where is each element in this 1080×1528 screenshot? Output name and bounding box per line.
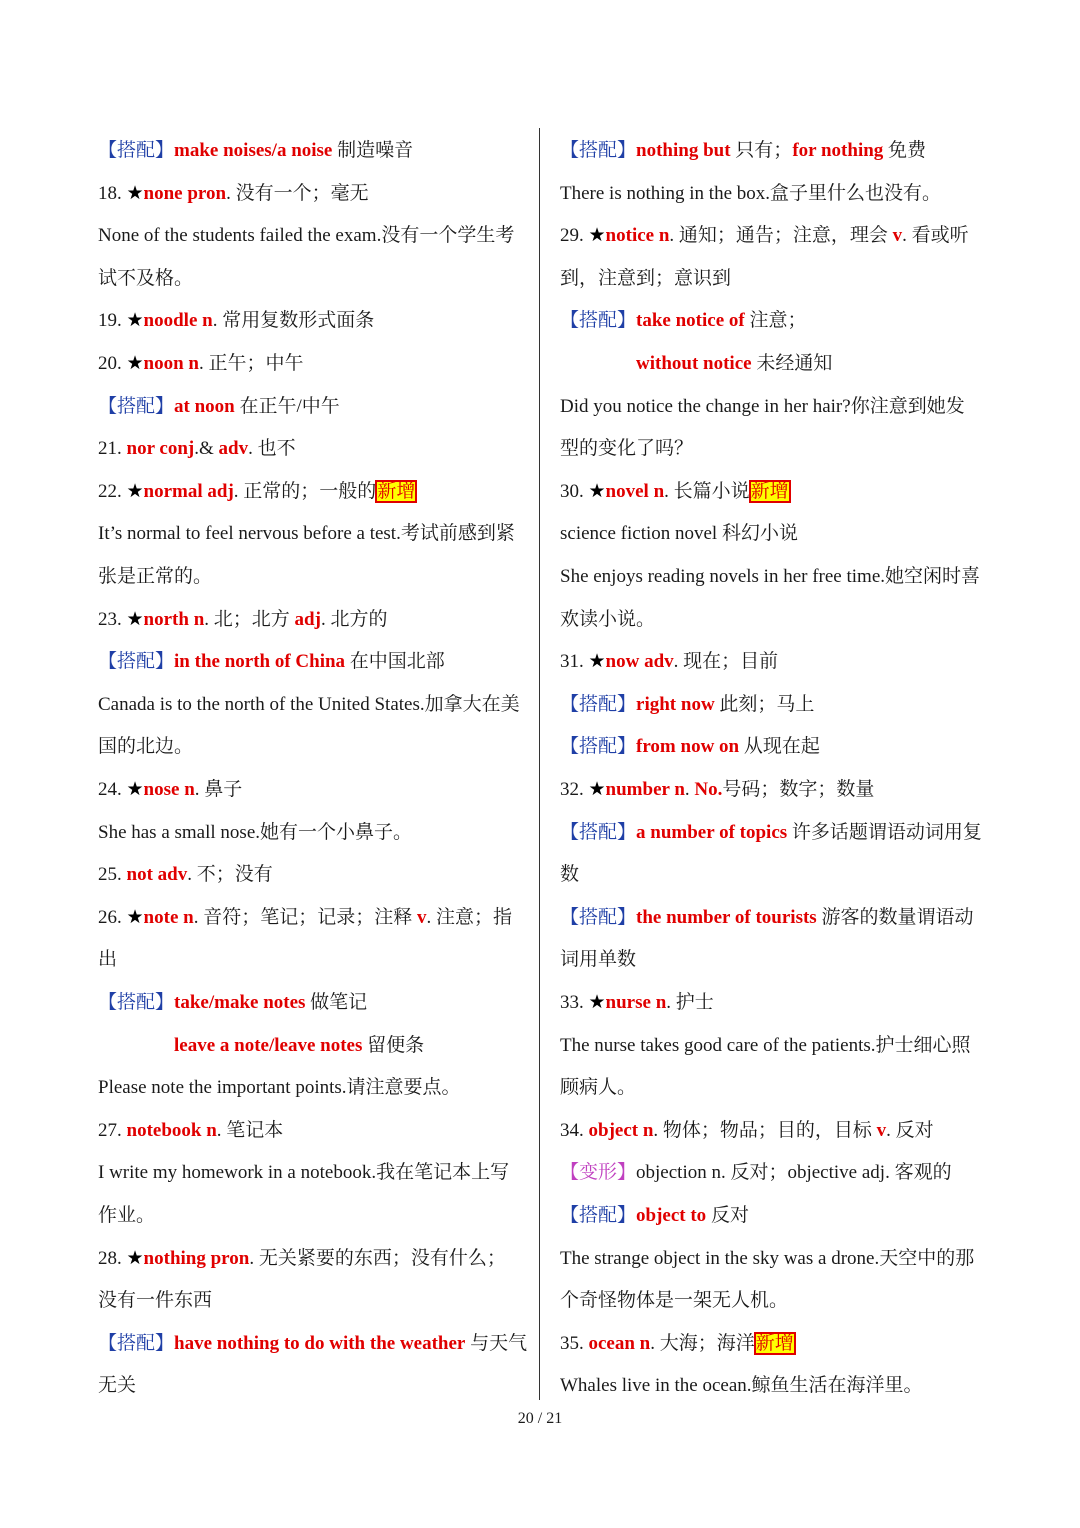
text-line <box>98 224 514 248</box>
keyword: a number of topics <box>636 821 788 843</box>
star-icon: ★ <box>126 182 144 204</box>
text-segment: 个奇怪物体是一架无人机。 <box>560 1290 789 1312</box>
keyword: nose n <box>143 779 195 800</box>
text-segment: 试不及格。 <box>98 267 194 289</box>
text-line <box>98 1332 527 1356</box>
text-segment: 28. <box>98 1247 127 1269</box>
text-segment: 号码；数字；数量 <box>722 779 875 800</box>
keyword: object n <box>588 1119 654 1141</box>
star-icon: ★ <box>126 906 144 928</box>
text-segment: 26. <box>98 906 127 928</box>
text-segment: 从现在起 <box>739 736 820 758</box>
text-segment: 33. <box>560 992 589 1013</box>
keyword: nothing but <box>636 140 731 161</box>
text-line <box>560 735 820 759</box>
text-line <box>98 1289 212 1313</box>
keyword: v <box>892 225 903 247</box>
text-segment: There is nothing in the box.盒子里什么也没有。 <box>560 182 942 204</box>
text-segment: 此刻；马上 <box>714 693 815 715</box>
text-line <box>560 778 874 802</box>
text-segment: . 北；北方 <box>204 608 295 630</box>
keyword: nothing pron <box>143 1247 250 1269</box>
keyword: note n <box>143 906 194 928</box>
category-tag: 【搭配】 <box>98 651 175 673</box>
text-segment: 34. <box>560 1119 589 1141</box>
text-segment: The nurse takes good care of the patients.护士细心照 <box>560 1034 971 1056</box>
text-segment: .& <box>194 438 219 460</box>
keyword: at noon <box>174 395 235 417</box>
text-segment: . 看或听 <box>902 225 969 247</box>
text-segment: . 常用复数形式面条 <box>212 310 375 332</box>
category-tag: 【搭配】 <box>98 1332 175 1354</box>
text-segment: . 没有一个；毫无 <box>226 182 369 204</box>
text-segment: 25. <box>98 864 127 886</box>
text-segment: 词用单数 <box>560 949 637 971</box>
text-line <box>98 608 387 632</box>
text-line <box>98 1374 136 1398</box>
text-line <box>98 395 340 419</box>
text-line <box>560 1204 749 1228</box>
text-line <box>560 821 982 845</box>
text-line <box>560 1289 788 1313</box>
category-tag: 【搭配】 <box>560 1205 637 1226</box>
text-line <box>98 522 515 546</box>
text-line <box>560 224 969 248</box>
new-badge: 新增 <box>377 480 416 502</box>
keyword: the number of tourists <box>636 906 817 928</box>
text-segment: . 正常的；一般的 <box>233 480 377 502</box>
keyword: have nothing to do with the weather <box>174 1332 466 1354</box>
text-segment: 数 <box>560 864 580 886</box>
keyword: take/make notes <box>174 992 306 1013</box>
star-icon: ★ <box>588 480 606 502</box>
keyword: north n <box>143 608 205 630</box>
text-segment: 出 <box>98 949 118 971</box>
text-segment: 留便条 <box>362 1034 425 1056</box>
text-segment: 18. <box>98 182 127 204</box>
text-line <box>560 1374 923 1398</box>
text-line <box>98 1204 155 1228</box>
text-segment: 与天气 <box>465 1332 528 1354</box>
text-segment: 免费 <box>883 140 927 161</box>
keyword: adv <box>218 438 249 460</box>
new-badge: 新增 <box>755 1332 794 1354</box>
keyword: novel n <box>605 480 665 502</box>
text-segment: 35. <box>560 1332 589 1354</box>
text-line <box>98 1119 283 1143</box>
text-segment: science fiction novel 科幻小说 <box>560 523 798 545</box>
text-segment: . 现在；目前 <box>673 651 779 673</box>
text-segment: 32. <box>560 779 589 800</box>
text-segment: 19. <box>98 310 127 332</box>
text-line <box>98 650 445 674</box>
keyword: ocean n <box>588 1332 651 1354</box>
text-segment: 注意； <box>744 310 807 332</box>
star-icon: ★ <box>588 992 606 1013</box>
text-line <box>560 309 806 333</box>
text-segment: 到，注意到；意识到 <box>560 267 732 289</box>
text-line <box>560 1247 974 1271</box>
text-segment: Did you notice the change in her hair?你注意到她发 <box>560 395 965 417</box>
keyword: noodle n <box>143 310 213 332</box>
keyword: nurse n <box>605 992 667 1013</box>
text-line <box>560 693 814 717</box>
text-segment: . 长篇小说 <box>664 480 750 502</box>
keyword: v <box>416 906 427 928</box>
text-segment: 张是正常的。 <box>98 566 213 587</box>
text-line <box>98 735 193 759</box>
text-line <box>560 1161 952 1185</box>
text-segment: 22. <box>98 480 127 502</box>
keyword: nor conj <box>126 438 195 460</box>
page-number: 20 / 21 <box>517 1410 563 1427</box>
text-line <box>98 1161 509 1185</box>
text-segment: . 正午；中午 <box>199 353 304 374</box>
text-line <box>560 565 980 589</box>
keyword: leave a note/leave notes <box>174 1034 363 1056</box>
text-line <box>560 1119 934 1143</box>
star-icon: ★ <box>588 225 606 247</box>
text-line <box>560 863 579 887</box>
text-segment: 欢读小说。 <box>560 608 656 630</box>
text-line <box>98 437 296 461</box>
text-segment: 23. <box>98 608 127 630</box>
text-segment: Whales live in the ocean.鲸鱼生活在海洋里。 <box>560 1375 923 1397</box>
text-segment: Canada is to the north of the United States.加拿大在美 <box>98 693 520 715</box>
text-segment: objection n. 反对；objective adj. 客观的 <box>636 1162 952 1184</box>
text-line <box>98 948 117 972</box>
keyword: without notice <box>636 353 752 374</box>
text-line <box>98 480 416 504</box>
text-segment: I write my homework in a notebook.我在笔记本上写 <box>98 1162 510 1184</box>
text-line <box>98 1076 461 1100</box>
keyword: none pron <box>143 182 227 204</box>
text-line <box>98 267 193 291</box>
text-segment: 在正午/中午 <box>234 395 340 417</box>
text-segment: . 物体；物品；目的，目标 <box>653 1119 877 1141</box>
variant-tag: 【变形】 <box>560 1162 637 1184</box>
text-line <box>560 522 798 546</box>
keyword: right now <box>636 693 715 715</box>
text-segment: . 反对 <box>886 1119 934 1141</box>
text-line <box>98 991 367 1015</box>
star-icon: ★ <box>126 608 144 630</box>
text-segment: 没有一件东西 <box>98 1290 213 1312</box>
text-segment: She has a small nose.她有一个小鼻子。 <box>98 821 413 843</box>
text-line <box>636 352 832 376</box>
text-segment: 顾病人。 <box>560 1077 637 1099</box>
text-segment: . 不；没有 <box>187 864 273 886</box>
category-tag: 【搭配】 <box>98 140 175 161</box>
text-line <box>560 608 655 632</box>
text-segment: 制造噪音 <box>332 140 414 161</box>
text-line <box>560 1332 795 1356</box>
category-tag: 【搭配】 <box>98 395 175 417</box>
text-line <box>560 906 973 930</box>
text-segment: None of the students failed the exam.没有一个学生考 <box>98 225 515 247</box>
text-segment: Please note the important points.请注意要点。 <box>98 1077 461 1099</box>
keyword: now adv <box>605 651 674 673</box>
text-segment: . 北方的 <box>320 608 388 630</box>
keyword: from now on <box>636 736 740 758</box>
text-segment: . 笔记本 <box>216 1119 284 1141</box>
text-line <box>560 1034 971 1058</box>
star-icon: ★ <box>126 310 144 332</box>
text-segment: 做笔记 <box>305 992 368 1013</box>
text-line <box>560 182 941 206</box>
star-icon: ★ <box>126 353 144 374</box>
keyword: No. <box>694 779 723 800</box>
keyword: make noises/a noise <box>174 140 333 161</box>
text-segment: 无关 <box>98 1375 137 1397</box>
text-line <box>560 267 731 291</box>
text-segment: . 通知；通告；注意，理会 <box>669 225 893 247</box>
text-segment: 游客的数量谓语动 <box>816 906 974 928</box>
text-line <box>98 906 512 930</box>
text-line <box>98 352 304 376</box>
text-segment: 在中国北部 <box>345 651 445 673</box>
star-icon: ★ <box>126 779 144 800</box>
keyword: for nothing <box>792 140 884 161</box>
text-segment: 24. <box>98 779 127 800</box>
text-segment: 型的变化了吗？ <box>560 438 694 460</box>
text-segment: 未经通知 <box>751 353 833 374</box>
text-segment: 作业。 <box>98 1205 156 1226</box>
star-icon: ★ <box>588 651 606 673</box>
text-line <box>98 863 273 887</box>
text-segment: . 也不 <box>248 438 296 460</box>
text-segment: She enjoys reading novels in her free time.她空闲时喜 <box>560 566 981 587</box>
category-tag: 【搭配】 <box>98 992 175 1013</box>
keyword: object to <box>636 1205 707 1226</box>
text-line <box>560 650 778 674</box>
category-tag: 【搭配】 <box>560 693 637 715</box>
text-segment: . 护士 <box>666 992 714 1013</box>
column-divider <box>539 128 540 1400</box>
text-segment: 反对 <box>706 1205 749 1226</box>
text-segment: . 无关紧要的东西；没有什么； <box>249 1247 506 1269</box>
text-segment: 只有； <box>730 140 793 161</box>
text-segment: 27. <box>98 1119 127 1141</box>
keyword: normal adj <box>143 480 234 502</box>
text-line <box>98 693 520 717</box>
text-line <box>560 437 693 461</box>
keyword: in the north of China <box>174 651 346 673</box>
text-line <box>98 821 412 845</box>
star-icon: ★ <box>126 1247 144 1269</box>
text-line <box>560 480 790 504</box>
text-segment: 20. <box>98 353 127 374</box>
category-tag: 【搭配】 <box>560 821 637 843</box>
star-icon: ★ <box>588 779 606 800</box>
text-segment: The strange object in the sky was a drone.天空中的那 <box>560 1247 975 1269</box>
keyword: not adv <box>126 864 188 886</box>
keyword: noon n <box>143 353 199 374</box>
text-segment: . 音符；笔记；记录；注释 <box>193 906 417 928</box>
keyword: notebook n <box>126 1119 217 1141</box>
text-line <box>98 1247 506 1271</box>
text-segment: 29. <box>560 225 589 247</box>
category-tag: 【搭配】 <box>560 310 637 332</box>
text-segment: It’s normal to feel nervous before a test.考试前感到紧 <box>98 523 515 545</box>
text-line <box>98 778 242 802</box>
text-line <box>560 395 965 419</box>
keyword: number n <box>605 779 685 800</box>
keyword: adj <box>294 608 321 630</box>
text-line <box>560 139 926 163</box>
star-icon: ★ <box>126 480 144 502</box>
text-line <box>98 139 413 163</box>
text-line <box>560 1076 636 1100</box>
text-segment: . 大海；海洋 <box>650 1332 755 1354</box>
text-line <box>174 1034 424 1058</box>
text-segment: 30. <box>560 480 589 502</box>
text-line <box>560 948 636 972</box>
text-line <box>98 182 369 206</box>
text-line <box>98 309 374 333</box>
category-tag: 【搭配】 <box>560 736 637 758</box>
text-segment: . 注意；指 <box>426 906 512 928</box>
text-segment: 国的北边。 <box>98 736 194 758</box>
text-segment: 31. <box>560 651 589 673</box>
text-line <box>560 991 714 1015</box>
keyword: take notice of <box>636 310 745 332</box>
category-tag: 【搭配】 <box>560 140 637 161</box>
text-segment: . 鼻子 <box>194 779 243 800</box>
text-segment: 许多话题谓语动词用复 <box>787 821 982 843</box>
new-badge: 新增 <box>750 480 789 502</box>
text-segment: . <box>684 779 695 800</box>
text-line <box>98 565 212 589</box>
keyword: v <box>876 1119 887 1141</box>
category-tag: 【搭配】 <box>560 906 637 928</box>
keyword: notice n <box>605 225 670 247</box>
text-segment: 21. <box>98 438 127 460</box>
